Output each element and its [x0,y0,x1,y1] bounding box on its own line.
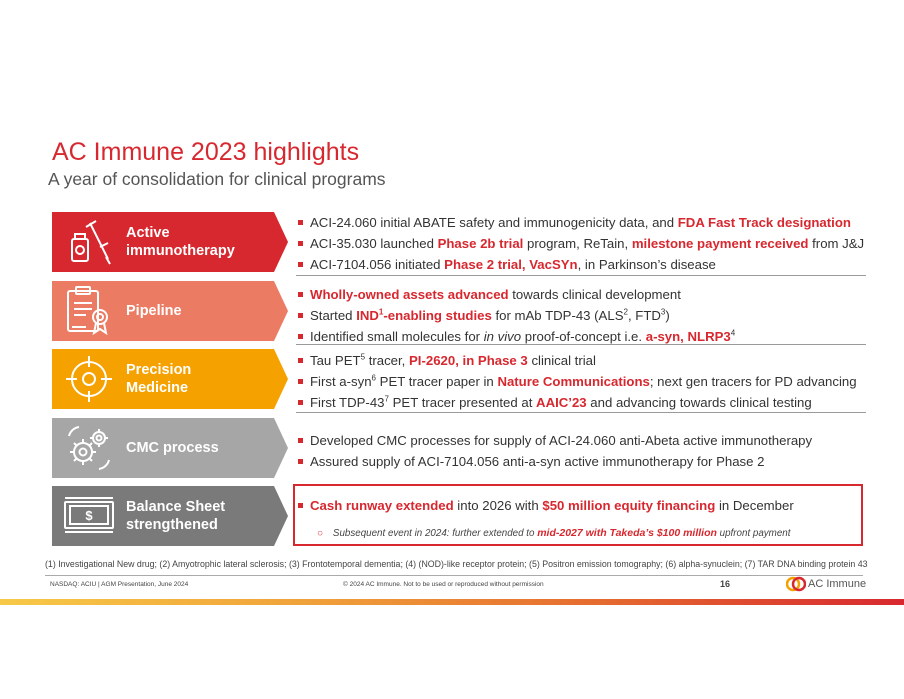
footer-source: NASDAQ: ACIU | AGM Presentation, June 2024 [50,581,189,588]
sub-bullet: ○ Subsequent event in 2024: further extended to mid-2027 with Takeda’s $100 million upfront payment [317,527,791,539]
list-item: Tau PET$^5$ tracer, PI-2620, in Phase 3 clinical trial [298,350,857,371]
list-item: Cash runway extended into 2026 with $50 million equity financing in December [298,495,794,516]
ac-immune-logo-icon [786,576,806,592]
company-logo [786,576,866,592]
list-item: Wholly-owned assets advanced towards clinical development [298,284,735,305]
logo-text: AC Immune [808,578,867,590]
divider [296,412,866,413]
bullet-list-precision-medicine [298,350,857,413]
row-label-line2: Medicine [126,380,189,396]
row-label-line2: strengthened [126,517,218,533]
row-label-line1: Pipeline [126,303,182,319]
vaccine-syringe-icon [52,212,126,272]
bullet-list-pipeline [298,284,735,347]
list-item: First a-syn$^6$ PET tracer paper in Nature Communications; next gen tracers for PD advancing [298,371,857,392]
row-label-line1: Balance Sheet [126,499,226,515]
divider [296,275,866,276]
row-label-line1: CMC process [126,440,219,456]
gears-icon [52,418,126,478]
bullet-list-cmc-process [298,430,812,472]
footnote: (1) Investigational New drug; (2) Amyotrophic lateral sclerosis; (3) Frontotemporal dementia; (4) (NOD)-like receptor protein; (5) Positron emission tomography; (6) alpha-synuclein; (7) TAR DNA binding protein 43 [45,559,868,569]
list-item: Started IND$^1$-enabling studies for mAb TDP-43 (ALS$^2$, FTD$^3$) [298,305,735,326]
footer-copyright: © 2024 AC Immune. Not to be used or reproduced without permission [343,581,544,588]
bottom-gradient-bar [0,599,904,605]
footer-divider [45,575,863,576]
row-label-line1: Precision [126,362,192,378]
page-subtitle: A year of consolidation for clinical programs [48,169,386,189]
money-bill-icon [52,486,126,546]
svg-text:$: $ [85,508,93,523]
list-item: ACI-35.030 launched Phase 2b trial program, ReTain, milestone payment received from J&J [298,233,864,254]
page-number: 16 [720,579,731,589]
page-title: AC Immune 2023 highlights [52,138,360,166]
target-crosshair-icon [52,349,126,409]
list-item: First TDP-$43^7$ PET tracer presented at AAIC’23 and advancing towards clinical testing [298,392,857,413]
row-label-line1: Active [126,225,170,241]
list-item: Identified small molecules for in vivo proof-of-concept i.e. a-syn, $NLRP3^4$ [298,326,735,347]
clipboard-certificate-icon [52,281,126,341]
list-item: ACI-7104.056 initiated Phase 2 trial, VacSYn, in Parkinson’s disease [298,254,864,275]
divider [296,344,866,345]
row-label-line2: immunotherapy [126,243,235,259]
list-item: Assured supply of ACI-7104.056 anti-a-syn active immunotherapy for Phase 2 [298,451,812,472]
circle-bullet-icon: ○ [317,528,323,539]
list-item: Developed CMC processes for supply of ACI-24.060 anti-Abeta active immunotherapy [298,430,812,451]
bullet-list-balance-sheet [298,495,794,516]
bullet-list-active-immunotherapy [298,212,864,275]
list-item: ACI-24.060 initial ABATE safety and immunogenicity data, and FDA Fast Track designation [298,212,864,233]
